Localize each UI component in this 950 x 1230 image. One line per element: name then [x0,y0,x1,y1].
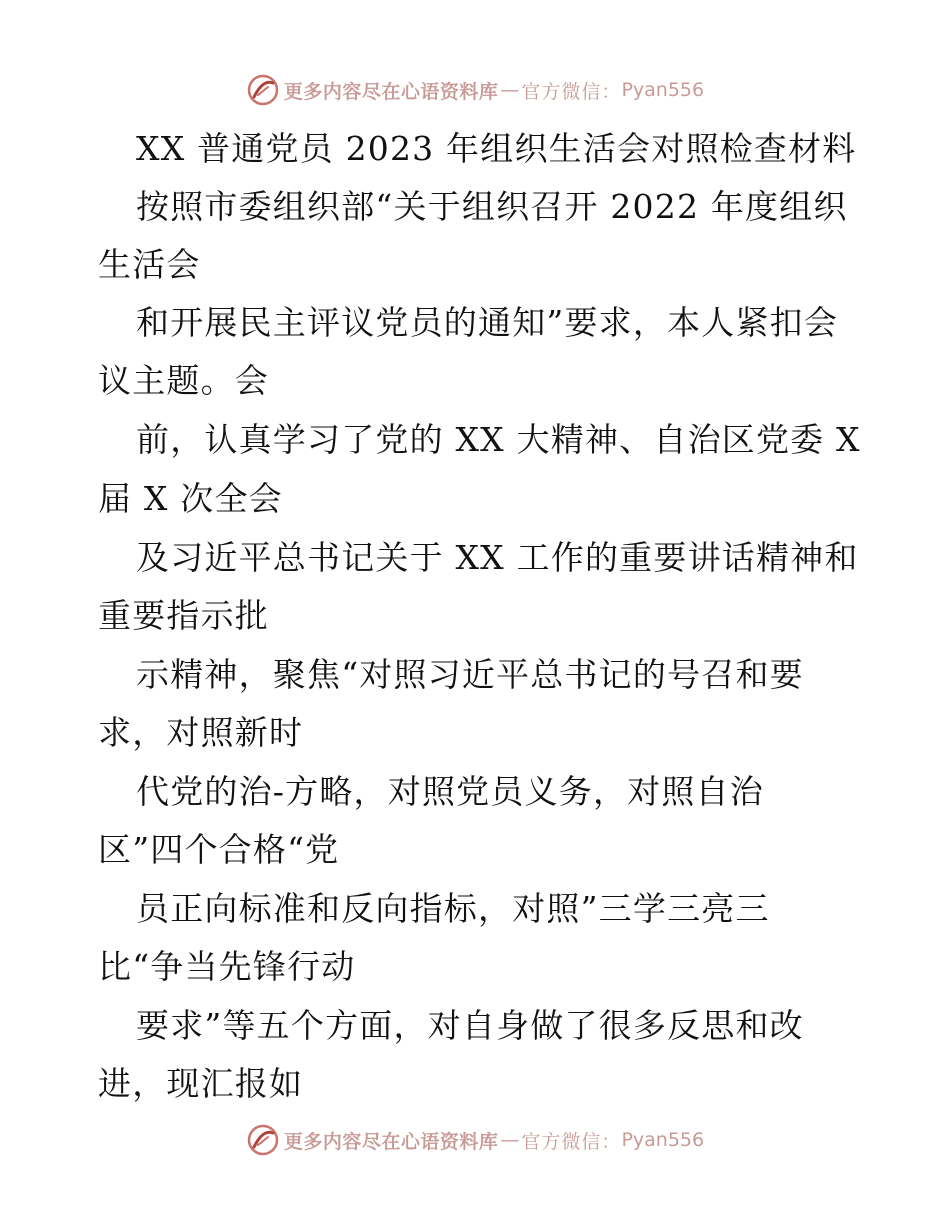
body-line: 前，认真学习了党的 XX 大精神、自治区党委 X [136,420,861,459]
body-line: 生活会 [98,245,201,284]
watermark-sub-text: 官方微信： [521,1130,622,1153]
body-line: 议主题。会 [98,361,269,400]
body-line: 比“争当先锋行动 [98,947,356,986]
watermark-dash: — [500,79,520,101]
watermark-sub-text: 官方微信： [521,80,622,103]
brand-logo-icon [246,73,280,107]
watermark-handle: Pyan556 [621,79,705,101]
body-line: 代党的治-方略，对照党员义务，对照自治 [136,772,764,811]
watermark-main-text: 更多内容尽在心语资料库 [283,1130,499,1153]
header-watermark [0,70,950,110]
document-title: XX 普通党员 2023 年组织生活会对照检查材料 [136,129,857,168]
body-line: 重要指示批 [98,596,269,635]
body-line: 示精神，聚焦“对照习近平总书记的号召和要 [136,655,804,694]
watermark-dash: — [500,1129,520,1151]
body-line: 届 X 次全会 [98,479,283,518]
body-line: 及习近平总书记关于 XX 工作的重要讲话精神和 [136,538,859,577]
body-line: 和开展民主评议党员的通知”要求，本人紧扣会 [136,303,839,342]
body-line: 按照市委组织部“关于组织召开 2022 年度组织 [136,187,848,226]
watermark-handle: Pyan556 [621,1129,705,1151]
body-line: 进，现汇报如 [98,1064,304,1103]
body-line: 员正向标准和反向指标，对照”三学三亮三 [136,889,770,928]
footer-watermark [0,1120,950,1160]
body-line: 求，对照新时 [98,713,304,752]
body-line: 要求”等五个方面，对自身做了很多反思和改 [136,1006,804,1045]
brand-logo-icon [246,1123,280,1157]
watermark-main-text: 更多内容尽在心语资料库 [283,80,499,103]
body-line: 区”四个合格“党 [98,830,340,869]
